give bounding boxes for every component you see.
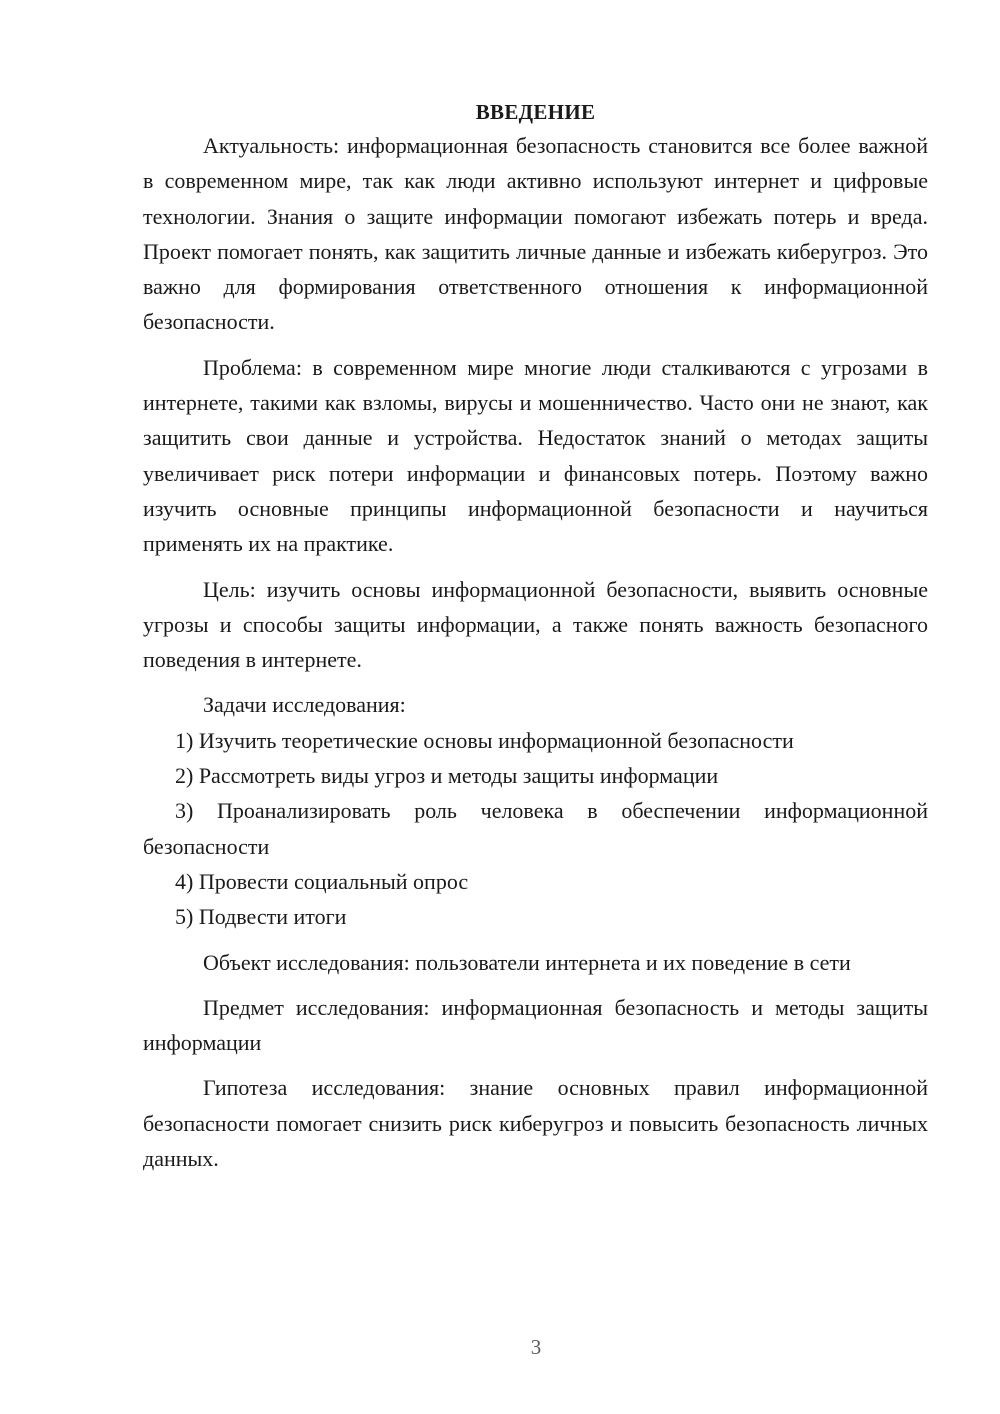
task-item-5: 5) Подвести итоги [175, 904, 347, 930]
task-item-3: 3) Проанализировать роль человека в обеспечении информационной безопасности [143, 798, 928, 859]
relevance-paragraph: Актуальность: информационная безопасность становится все более важной в современном мире, так как люди активно используют интернет и цифровые технологии. Знания о защите информации помогают избежать потерь и вреда. Проект помогает понять, как защитить личные данные и избежать киберугроз. Это важно для формирования ответственного отношения к информационной безопасности. [143, 133, 928, 335]
task-item-1: 1) Изучить теоретические основы информационной безопасности [175, 727, 794, 753]
object-paragraph: Объект исследования: пользователи интернета и их поведение в сети [203, 949, 851, 975]
task-item-2: 2) Рассмотреть виды угроз и методы защиты информации [175, 763, 719, 789]
task-item-4: 4) Провести социальный опрос [175, 868, 469, 894]
tasks-heading: Задачи исследования: [203, 692, 406, 718]
hypothesis-paragraph: Гипотеза исследования: знание основных правил информационной безопасности помогает снизить риск киберугроз и повысить безопасность личных данных. [143, 1075, 928, 1172]
subject-paragraph: Предмет исследования: информационная безопасность и методы защиты информации [143, 994, 928, 1056]
page-content [143, 95, 928, 1176]
goal-paragraph: Цель: изучить основы информационной безопасности, выявить основные угрозы и способы защиты информации, а также понять важность безопасного поведения в интернете. [143, 576, 928, 673]
problem-paragraph: Проблема: в современном мире многие люди сталкиваются с угрозами в интернете, такими как взломы, вирусы и мошенничество. Часто они не знают, как защитить свои данные и устройства. Недостаток знаний о методах защиты увеличивает риск потери информации и финансовых потерь. Поэтому важно изучить основные принципы информационной безопасности и научиться применять их на практике. [143, 354, 928, 557]
page-number: 3 [530, 1335, 542, 1359]
page-title: ВВЕДЕНИЕ [475, 100, 596, 124]
